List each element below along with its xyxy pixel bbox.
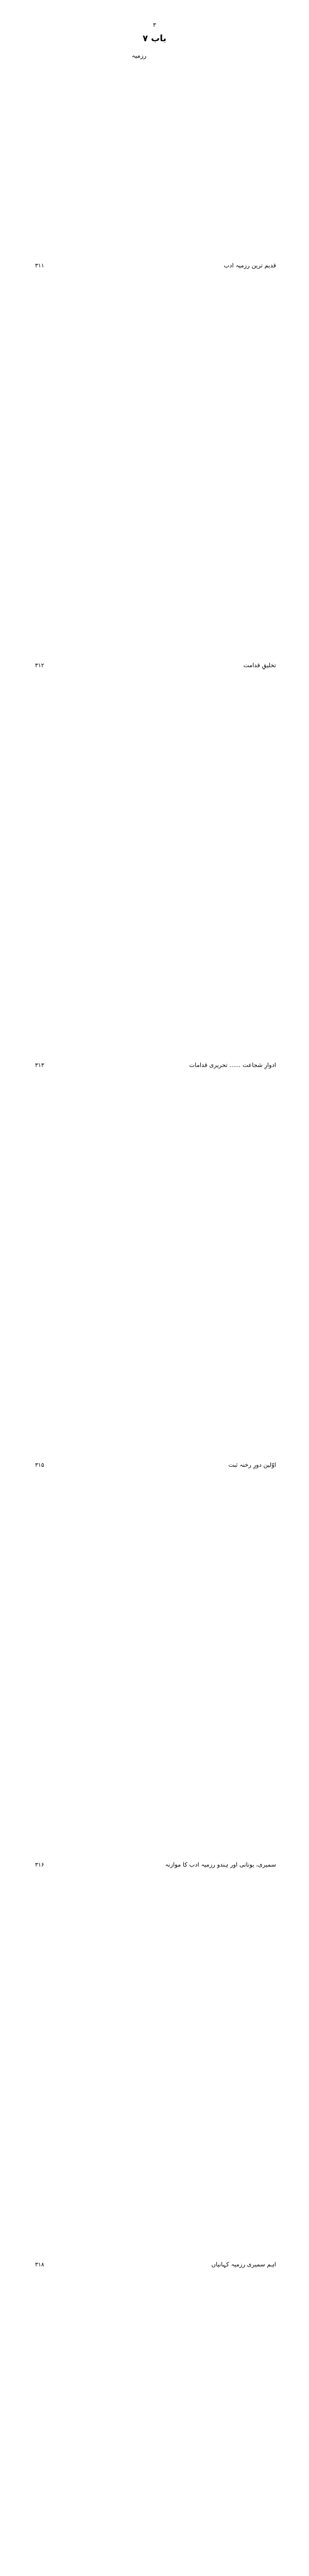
toc-page-number (31, 2464, 78, 2576)
toc-row (31, 65, 278, 465)
toc-row (31, 1265, 278, 1665)
toc-entry-title: اوّلین دورِ رخنہ ثبت (228, 1461, 276, 1468)
chapter-title: باب ۷ (142, 33, 167, 44)
page-number: ۳ (153, 22, 156, 28)
toc-row (31, 865, 278, 1265)
toc-row (31, 465, 278, 865)
toc-page-number: ۳۱۱ (35, 262, 44, 269)
toc-entry-title: قدیم ترین رزمیہ ادب (224, 261, 276, 269)
toc-page-number: ۳۱۵ (35, 1461, 44, 1468)
toc-entry-title: ادوارِ شجاعت ...... تحریری قدامات (189, 1061, 276, 1069)
toc-row (31, 2064, 278, 2464)
toc-row (31, 2464, 278, 2576)
toc-page-number: ۳۱۳ (35, 1061, 44, 1069)
table-of-contents (31, 65, 278, 2576)
toc-page-number: ۳۱۲ (35, 662, 44, 669)
toc-entry-title: سمیری، یونانی اور ہندو رزمیہ ادب کا موازنہ (165, 1860, 276, 1868)
section-title: رزمیہ (131, 52, 147, 59)
toc-entry-title (78, 2464, 278, 2576)
toc-entry-title: تخلیقِ قدامت (243, 661, 276, 669)
toc-page-number: ۳۱۶ (35, 1861, 44, 1868)
toc-row (31, 1665, 278, 2064)
toc-page-number: ۳۱۸ (35, 2261, 44, 2268)
toc-entry-title: اہم سمیری رزمیہ کہانیاں (211, 2260, 276, 2268)
